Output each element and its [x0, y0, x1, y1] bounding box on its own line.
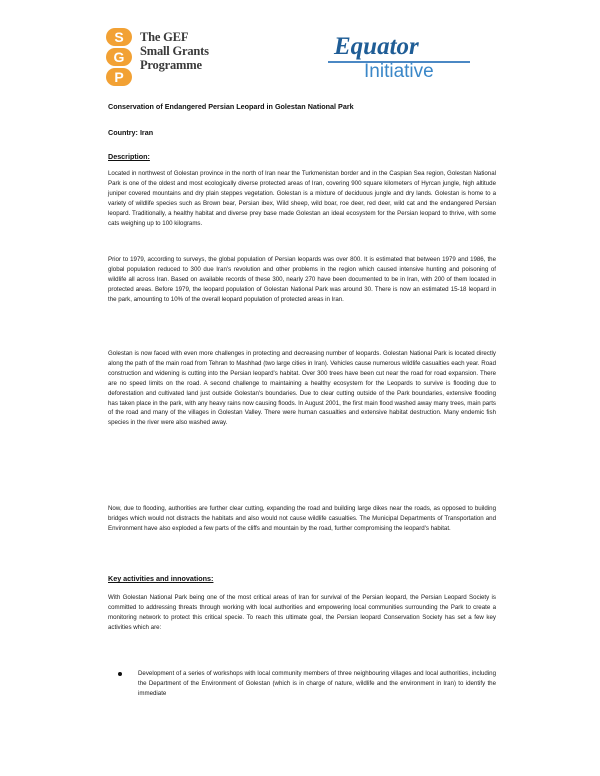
sgp-name-line: Small Grants	[140, 44, 209, 58]
equator-initiative-logo	[328, 34, 478, 84]
equator-logo-title: Equator	[334, 33, 419, 60]
paragraph: Prior to 1979, according to surveys, the global population of Persian leopards was over 800. It is estimated that between 1979 and 1986, the global population reduced to 300 due Iran's revolution and other problems in the region which caused intensive hunting and poisoning of wildlife all across Iran. Based on available records of these 300, nearly 270 have been documented to be in Iran, with 200 of them located in protected areas. Before 1979, the leopard population of Golestan National Park was around 30. There is now an estimated 15-18 leopard in the park, amounting to 10% of the overall leopard population of protected areas in Iran.	[108, 256, 496, 303]
sgp-letter-s: S	[106, 28, 132, 46]
key-activities-heading: Key activities and innovations:	[108, 574, 214, 583]
paragraph: Golestan is now faced with even more challenges in protecting and decreasing number of leopards. Golestan National Park is located directly along the path of the main road from Tehran to Mashhad (two large cities in Iran). Vehicles cause numerous wildlife casualties each year. Road construction and widening is cutting into the Persian leopard's habitat. Over 300 trees have been cut near the road for road expansion. There are no speed limits on the road. A second challenge to maintaining a healthy ecosystem for the Leopards to survive is flooding due to deforestation and cultivated land just outside Golestan's boundaries. Due to clear cutting outside of the Park boundaries, extensive flooding has taken place in the park, with any heavy rains now causing floods. In August 2001, the first main flood washed away many trees, main parts of the road and many of the villages in Golestan Valley. There were human casualties and extensive habitat destruction. Many endemic fish species in the river were also washed away.	[108, 350, 496, 427]
description-heading: Description:	[108, 152, 150, 161]
sgp-letter-p: P	[106, 68, 132, 86]
paragraph: Located in northwest of Golestan province in the north of Iran near the Turkmenistan border and in the Caspian Sea region, Golestan National Park is one of the oldest and most ecologically diverse protected areas of Iran, covering 900 square kilometers of Hyrcan jungle, high altitude juniper covered mountains and dry plain steppes vegetation. Golestan is a mixture of deciduous jungle and dry lands. Golestan is home to a variety of wildlife species such as Brown bear, Persian ibex, Wild sheep, wild boar, roe deer, red deer, wild cat and the endangered Persian leopard. Traditionally, a healthy habitat and diverse prey base made Golestan an ideal ecosystem for the Persian leopard to thrive, with some cats weighing up to 100 kilograms.	[108, 170, 496, 227]
sgp-name-line: The GEF	[140, 30, 189, 44]
list-item-text: Development of a series of workshops with local community members of three neighbouring villages and local authorities, including the Department of the Environment of Golestan (which is in charge of nature, wildlife and the environment in Iran) to identify the immediate	[138, 670, 496, 697]
bullet-icon	[118, 672, 122, 676]
paragraph: Now, due to flooding, authorities are further clear cutting, expanding the road and building large dikes near the roads, as opposed to building bridges which would not distracts the habitats and also would not cause wildlife casualties. The Municipal Departments of Transportation and Environment have also exploded a few parts of the cliffs and mountain by the road, further compromising the leopard's habitat.	[108, 505, 496, 532]
sgp-letter-g: G	[106, 48, 132, 66]
sgp-logo	[104, 28, 214, 90]
country-line: Country: Iran	[108, 128, 154, 137]
document-title: Conservation of Endangered Persian Leopard in Golestan National Park	[108, 102, 354, 111]
sgp-name-line: Programme	[140, 58, 202, 72]
equator-logo-subtitle: Initiative	[364, 61, 434, 82]
sgp-monogram-icon	[104, 28, 134, 86]
key-activities-intro: With Golestan National Park being one of the most critical areas of Iran for survival of the Persian leopard, the Persian Leopard Society is committed to addressing threats through working with local authorities and empowering local communities surrounding the Park to create a monitoring network to protect this critical specie. To reach this ultimate goal, the Persian leopard Conservation Society has set a few key activities which are:	[108, 594, 496, 631]
sgp-name	[140, 30, 209, 72]
